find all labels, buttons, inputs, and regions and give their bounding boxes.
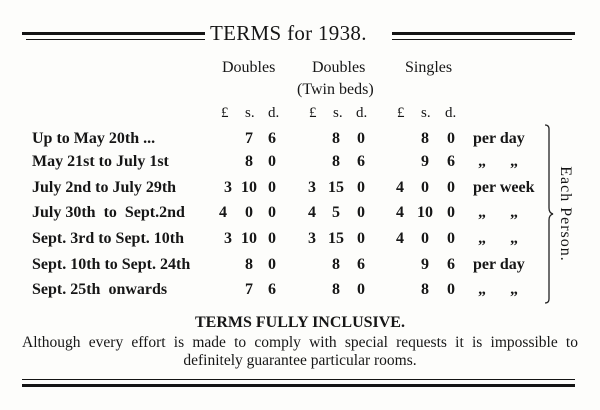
doubles-pounds: 3	[224, 230, 232, 247]
rate-unit: „ „	[478, 153, 518, 170]
doubles-shillings: 7	[245, 281, 253, 298]
doubles-pence: 6	[268, 130, 276, 147]
singles-pence: 0	[447, 204, 455, 221]
column-subheader-twin-beds: (Twin beds)	[297, 81, 374, 98]
bottom-rule-thick	[22, 384, 575, 387]
singles-pence: 6	[447, 256, 455, 273]
table-row	[0, 281, 600, 303]
doubles-shillings: 0	[245, 204, 253, 221]
twin-pounds: 4	[308, 204, 316, 221]
singles-shillings: 10	[417, 204, 433, 221]
unit-pence-twin: d.	[356, 105, 368, 121]
row-period: July 2nd to July 29th	[32, 179, 177, 196]
doubles-shillings: 7	[245, 130, 253, 147]
twin-pence: 0	[357, 281, 365, 298]
doubles-pence: 0	[268, 153, 276, 170]
doubles-pence: 0	[268, 230, 276, 247]
singles-shillings: 9	[421, 256, 429, 273]
twin-shillings: 8	[332, 153, 340, 170]
bottom-rule-thin	[22, 379, 575, 380]
twin-shillings: 15	[328, 179, 344, 196]
singles-pounds: 4	[396, 204, 404, 221]
twin-pence: 0	[357, 204, 365, 221]
doubles-shillings: 10	[241, 179, 257, 196]
doubles-pounds: 3	[224, 179, 232, 196]
singles-pence: 0	[447, 230, 455, 247]
row-period: Sept. 3rd to Sept. 10th	[32, 230, 185, 247]
singles-pounds: 4	[396, 230, 404, 247]
doubles-pounds: 4	[219, 204, 227, 221]
twin-pence: 0	[357, 179, 365, 196]
singles-pence: 0	[447, 130, 455, 147]
unit-pence-singles: d.	[445, 105, 457, 121]
title-rule-left-thin	[26, 39, 205, 40]
singles-pence: 0	[447, 281, 455, 298]
column-header-doubles: Doubles	[222, 59, 276, 76]
column-header-doubles-twin: Doubles	[312, 59, 366, 76]
doubles-pence: 0	[268, 204, 276, 221]
doubles-pence: 0	[268, 179, 276, 196]
singles-shillings: 0	[421, 179, 429, 196]
singles-pounds: 4	[396, 179, 404, 196]
twin-shillings: 5	[332, 204, 340, 221]
unit-pounds-doubles: £	[221, 105, 229, 121]
terms-inclusive-heading: TERMS FULLY INCLUSIVE.	[195, 314, 405, 331]
unit-pence-doubles: d.	[268, 105, 280, 121]
singles-shillings: 9	[421, 153, 429, 170]
row-period: Up to May 20th ...	[32, 130, 156, 147]
singles-shillings: 8	[421, 281, 429, 298]
singles-pence: 6	[447, 153, 455, 170]
rate-unit: per day	[473, 130, 525, 147]
twin-pence: 6	[357, 153, 365, 170]
table-row	[0, 256, 600, 278]
rate-unit: per week	[473, 179, 535, 196]
table-row	[0, 130, 600, 152]
row-period: Sept. 25th onwards	[32, 281, 168, 298]
doubles-shillings: 8	[245, 256, 253, 273]
twin-shillings: 8	[332, 256, 340, 273]
unit-pounds-twin: £	[309, 105, 317, 121]
doubles-shillings: 10	[241, 230, 257, 247]
doubles-pence: 0	[268, 256, 276, 273]
rate-unit: per day	[473, 256, 525, 273]
unit-pounds-singles: £	[397, 105, 405, 121]
twin-shillings: 15	[328, 230, 344, 247]
twin-pounds: 3	[308, 179, 316, 196]
twin-pence: 6	[357, 256, 365, 273]
rate-unit: „ „	[478, 281, 518, 298]
table-row	[0, 179, 600, 201]
row-period: May 21st to July 1st	[32, 153, 169, 170]
unit-shillings-doubles: s.	[245, 105, 255, 121]
column-header-singles: Singles	[405, 59, 453, 76]
twin-pence: 0	[357, 130, 365, 147]
rate-unit: „ „	[478, 204, 518, 221]
singles-pence: 0	[447, 179, 455, 196]
title-rule-right-thin	[392, 39, 572, 40]
page-title: TERMS for 1938.	[210, 21, 367, 45]
row-period: July 30th to Sept.2nd	[32, 204, 185, 221]
singles-shillings: 0	[421, 230, 429, 247]
twin-pounds: 3	[308, 230, 316, 247]
title-rule-left-thick	[22, 32, 205, 35]
row-period: Sept. 10th to Sept. 24th	[32, 256, 191, 273]
table-row	[0, 230, 600, 252]
doubles-shillings: 8	[245, 153, 253, 170]
right-brace-icon	[544, 124, 554, 304]
unit-shillings-singles: s.	[421, 105, 431, 121]
title-rule-right-thick	[392, 32, 575, 35]
twin-shillings: 8	[332, 130, 340, 147]
room-request-note: Although every effort is made to comply with special requests it is impossible to definitely guarantee particular rooms.	[22, 334, 578, 369]
twin-pence: 0	[357, 230, 365, 247]
table-row	[0, 204, 600, 226]
rate-unit: „ „	[478, 230, 518, 247]
doubles-pence: 6	[268, 281, 276, 298]
unit-shillings-twin: s.	[333, 105, 343, 121]
twin-shillings: 8	[332, 281, 340, 298]
each-person-label: Each Person.	[557, 166, 574, 262]
singles-shillings: 8	[421, 130, 429, 147]
table-row	[0, 153, 600, 175]
